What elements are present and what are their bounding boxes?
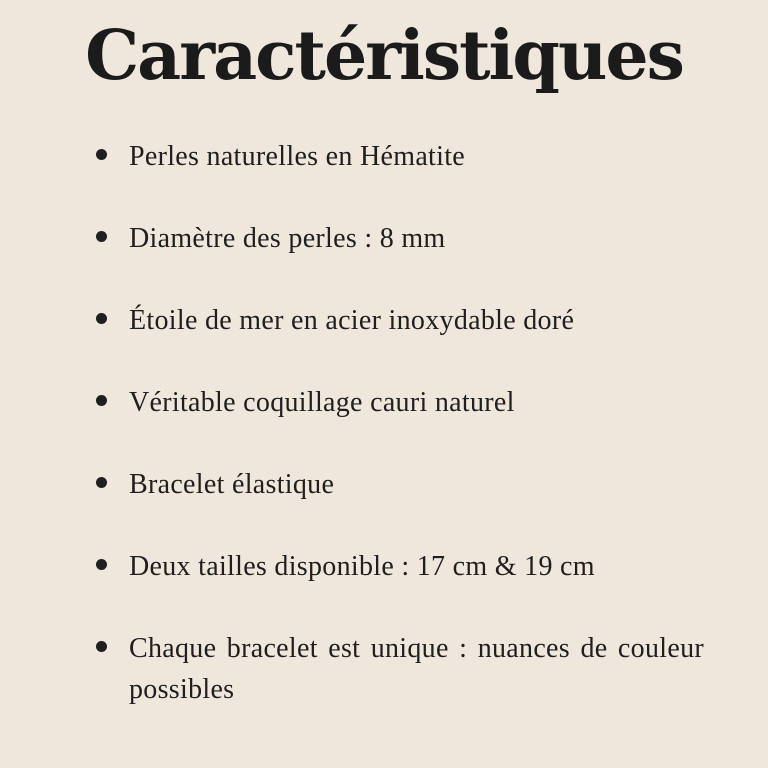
- list-item: [96, 382, 704, 423]
- bullet-icon: [96, 559, 107, 570]
- list-item: [96, 218, 704, 259]
- list-item: [96, 300, 704, 341]
- feature-text: Bracelet élastique: [129, 469, 335, 500]
- bullet-icon: [96, 395, 107, 406]
- list-item: [96, 628, 704, 710]
- feature-text: Perles naturelles en Hématite: [129, 141, 466, 172]
- bullet-icon: [96, 313, 107, 324]
- feature-list: [96, 136, 704, 710]
- bullet-icon: [96, 641, 107, 652]
- feature-text: Véritable coquillage cauri naturel: [129, 387, 515, 418]
- bullet-icon: [96, 149, 107, 160]
- feature-text: Diamètre des perles : 8 mm: [129, 223, 446, 254]
- bullet-icon: [96, 477, 107, 488]
- list-item: [96, 136, 704, 177]
- feature-text: Étoile de mer en acier inoxydable doré: [129, 305, 575, 336]
- page-title: Caractéristiques: [85, 16, 683, 96]
- feature-text: Chaque bracelet est unique : nuances de couleur possibles: [129, 633, 704, 705]
- feature-text: Deux tailles disponible : 17 cm & 19 cm: [129, 551, 595, 582]
- bullet-icon: [96, 231, 107, 242]
- list-item: [96, 464, 704, 505]
- list-item: [96, 546, 704, 587]
